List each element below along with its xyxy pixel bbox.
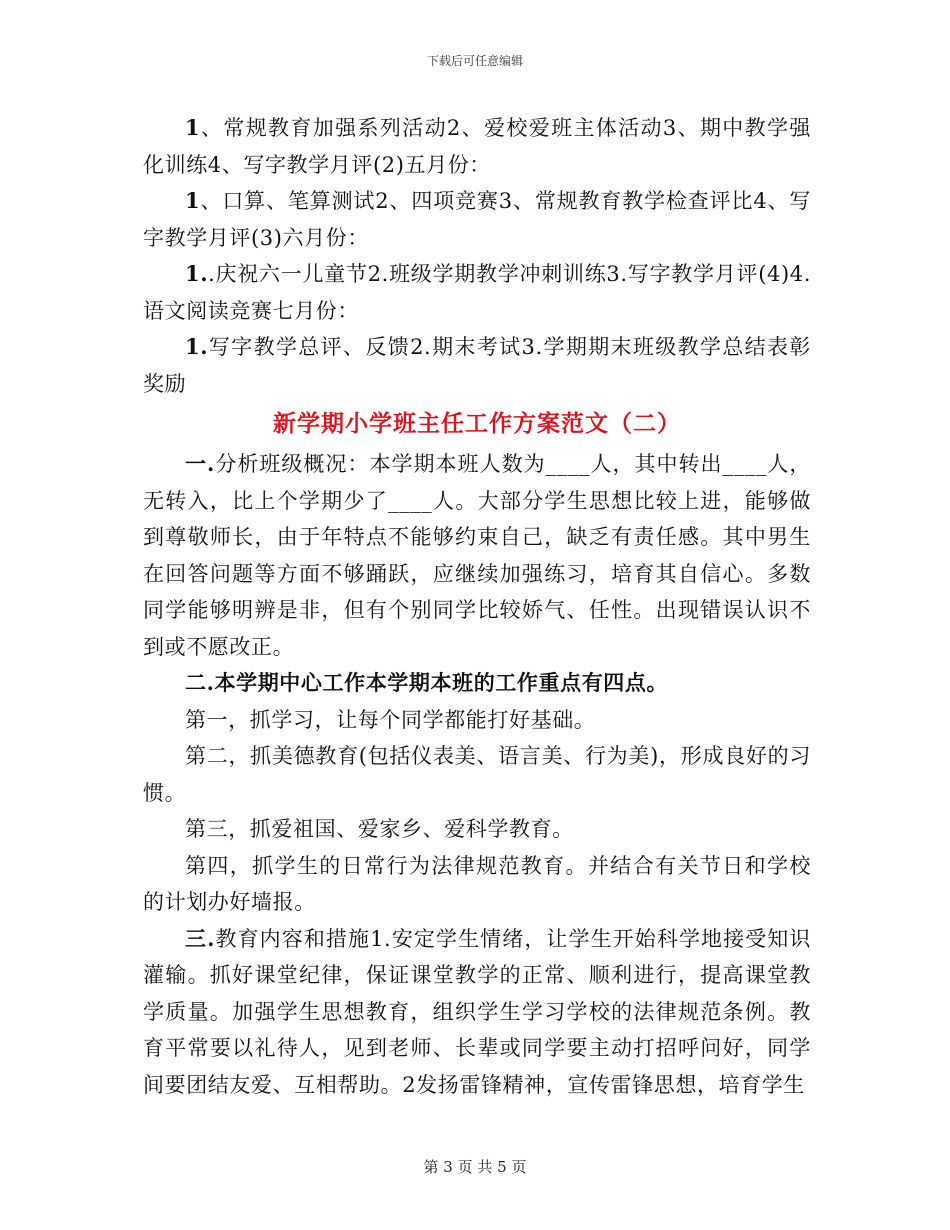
- paragraph-text: 、口算、笔算测试2、四项竞赛3、常规教育教学检查评比4、写字教学月评(3)六月份：: [143, 189, 811, 250]
- schedule-paragraph-1: [143, 110, 811, 183]
- document-body: [143, 110, 811, 1103]
- schedule-paragraph-4: [143, 329, 811, 402]
- key-point-4: 第四，抓学生的日常行为法律规范教育。并结合有关节日和学校的计划办好墙报。: [143, 853, 811, 914]
- paragraph-text: 教育内容和措施1.安定学生情绪，让学生开始科学地接受知识灌输。抓好课堂纪律，保证课堂教学的正常、顺利进行，提高课堂教学质量。加强学生思想教育，组织学生学习学校的法律规范条例。教育平常要以礼待人，见到老师、长辈或同学要主动打招呼问好，同学间要团结友爱、互相帮助。2发扬雷锋精神，宣传雷锋思想，培育学生: [143, 926, 811, 1097]
- key-point-2: 第二，抓美德教育(包括仪表美、语言美、行为美)，形成良好的习惯。: [143, 744, 811, 805]
- paragraph-lead: 1: [185, 115, 201, 140]
- paragraph-lead: 三.: [185, 925, 215, 951]
- paragraph-lead: 1.: [185, 261, 209, 286]
- paragraph-text: 写字教学总评、反馈2.期末考试3.学期期末班级教学总结表彰奖励: [143, 335, 811, 396]
- paragraph-text: 、常规教育加强系列活动2、爱校爱班主体活动3、期中教学强化训练4、写字教学月评(2)五月份：: [143, 116, 811, 177]
- paragraph-lead: 1.: [185, 334, 209, 359]
- key-work-heading: 二.本学期中心工作本学期本班的工作重点有四点。: [185, 670, 669, 695]
- class-overview-paragraph: [143, 446, 811, 665]
- measures-paragraph: [143, 921, 811, 1104]
- section-title: 新学期小学班主任工作方案范文（二）: [273, 410, 681, 437]
- paragraph-text: .庆祝六一儿童节2.班级学期教学冲刺训练3.写字教学月评(4)4.语文阅读竞赛七月份：: [143, 262, 811, 323]
- paragraph-lead: 1: [185, 188, 201, 213]
- paragraph-lead: 一.: [185, 451, 215, 476]
- key-point-3: 第三，抓爱祖国、爱家乡、爱科学教育。: [185, 817, 574, 841]
- page-footer: 第 3 页 共 5 页: [423, 1158, 527, 1176]
- page-header: 下载后可任意编辑: [426, 54, 523, 68]
- paragraph-text: 分析班级概况：本学期本班人数为____人，其中转出____人，无转入，比上个学期少了____人。大部分学生思想比较上进，能够做到尊敬师长，由于年特点不能够约束自己，缺乏有责任感。其中男生在回答问题等方面不够踊跃，应继续加强练习，培育其自信心。多数同学能够明辨是非，但有个别同学比较娇气、任性。出现错误认识不到或不愿改正。: [143, 452, 811, 659]
- schedule-paragraph-2: [143, 183, 811, 256]
- key-point-1: 第一，抓学习，让每个同学都能打好基础。: [185, 707, 596, 732]
- schedule-paragraph-3: [143, 256, 811, 329]
